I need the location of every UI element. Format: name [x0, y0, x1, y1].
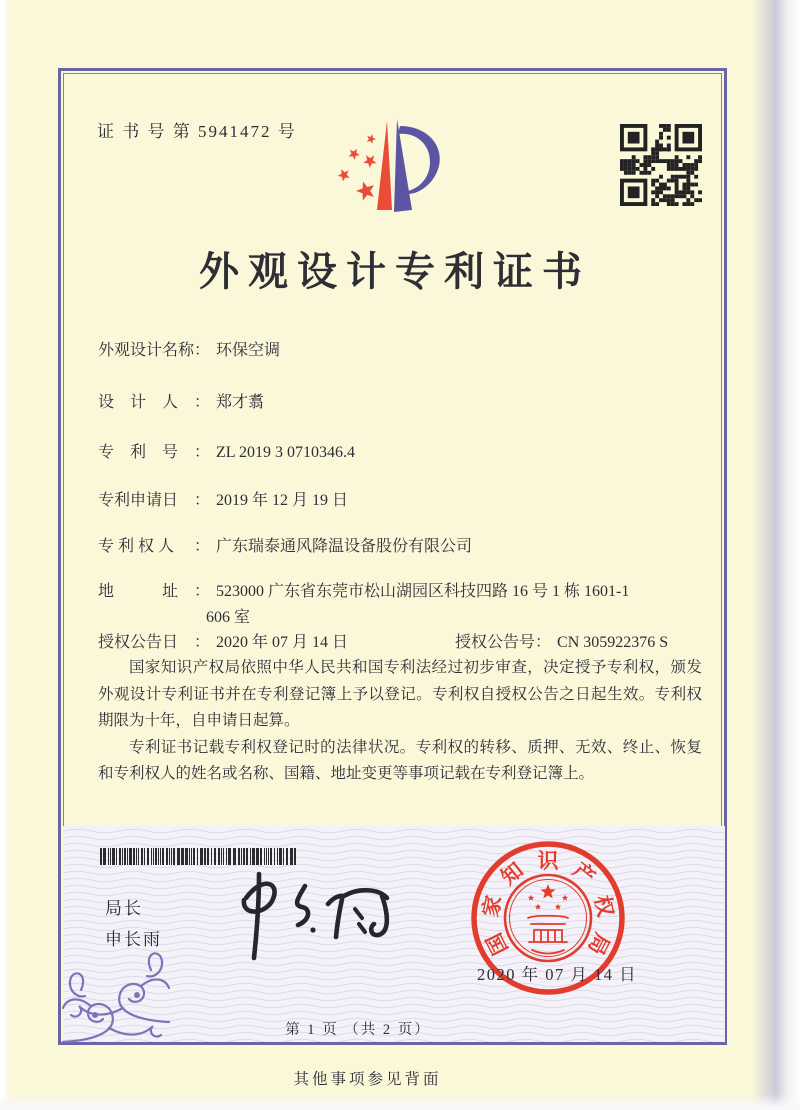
colon: ： [194, 538, 211, 555]
legal-paragraph-2: 专利证书记载专利权登记时的法律状况。专利权的转移、质押、无效、终止、恢复和专利权人的姓名或名称、国籍、地址变更等事项记载在专利登记簿上。 [98, 738, 702, 782]
field-value: 523000 广东省东莞市松山湖园区科技四路 16 号 1 栋 1601-1 [216, 583, 630, 600]
field-address [98, 578, 629, 601]
field-value: 广东瑞泰通风降温设备股份有限公司 [216, 538, 473, 555]
field-label: 专 利 号 [98, 444, 179, 461]
scan-edge-left [0, 0, 10, 1110]
field-value: 2020 年 07 月 14 日 [216, 634, 349, 651]
officer-block [105, 893, 162, 955]
field-value: CN 305922376 S [557, 634, 669, 651]
colon: ： [194, 342, 211, 359]
barcode [100, 848, 300, 865]
svg-text:家: 家 [478, 893, 507, 919]
field-label: 设 计 人 [98, 394, 179, 411]
field-designer [98, 389, 264, 412]
scan-edge-right [752, 0, 800, 1110]
svg-text:知: 知 [496, 857, 528, 890]
legal-paragraph-1: 国家知识产权局依照中华人民共和国专利法经过初步审查，决定授予专利权，颁发外观设计专利证书并在专利登记簿上予以登记。专利权自授权公告之日起生效。专利权期限为十年，自申请日起算。 [98, 659, 702, 729]
field-address-line2: 606 室 [206, 609, 251, 626]
svg-text:产: 产 [568, 857, 600, 890]
field-label: 外观设计名称 [98, 342, 195, 359]
colon: ： [535, 634, 552, 651]
qr-code [620, 124, 702, 206]
field-label: 授权公告号 [455, 634, 536, 651]
certificate-number: 证 书 号 第 5941472 号 [97, 122, 297, 141]
svg-text:局: 局 [583, 929, 615, 959]
field-patentee [98, 533, 472, 556]
certificate-title: 外观设计专利证书 [199, 249, 591, 294]
field-design-name [98, 337, 280, 360]
cnipa-logo-icon [334, 110, 452, 222]
colon: ： [194, 394, 211, 411]
colon: ： [194, 444, 211, 461]
seal-date: 2020 年 07 月 14 日 [477, 965, 638, 984]
svg-text:国: 国 [481, 929, 513, 959]
svg-text:识: 识 [537, 849, 559, 873]
field-value: 环保空调 [216, 342, 281, 359]
scan-edge-bottom [0, 1094, 800, 1110]
field-label: 专利申请日 [98, 492, 179, 509]
svg-text:权: 权 [589, 893, 618, 919]
officer-name: 申长雨 [105, 930, 162, 949]
field-grant-number [455, 629, 668, 652]
field-filing-date [98, 487, 348, 510]
colon: ： [194, 634, 211, 651]
colon: ： [194, 492, 211, 509]
colon: ： [194, 583, 211, 600]
commissioner-signature [208, 868, 408, 968]
field-label: 专 利 权 人 [98, 538, 175, 555]
field-value: 2019 年 12 月 19 日 [216, 492, 349, 509]
field-patent-number [98, 439, 355, 462]
field-value: ZL 2019 3 0710346.4 [216, 444, 355, 461]
page-number: 第 1 页 （共 2 页） [285, 1022, 431, 1038]
officer-title: 局长 [105, 899, 143, 918]
field-label: 授权公告日 [98, 634, 179, 651]
back-note: 其他事项参见背面 [293, 1071, 442, 1088]
field-label: 地 址 [98, 583, 179, 600]
legal-text [98, 655, 702, 788]
field-value: 郑才翥 [216, 394, 265, 411]
field-grant-row [98, 629, 669, 652]
